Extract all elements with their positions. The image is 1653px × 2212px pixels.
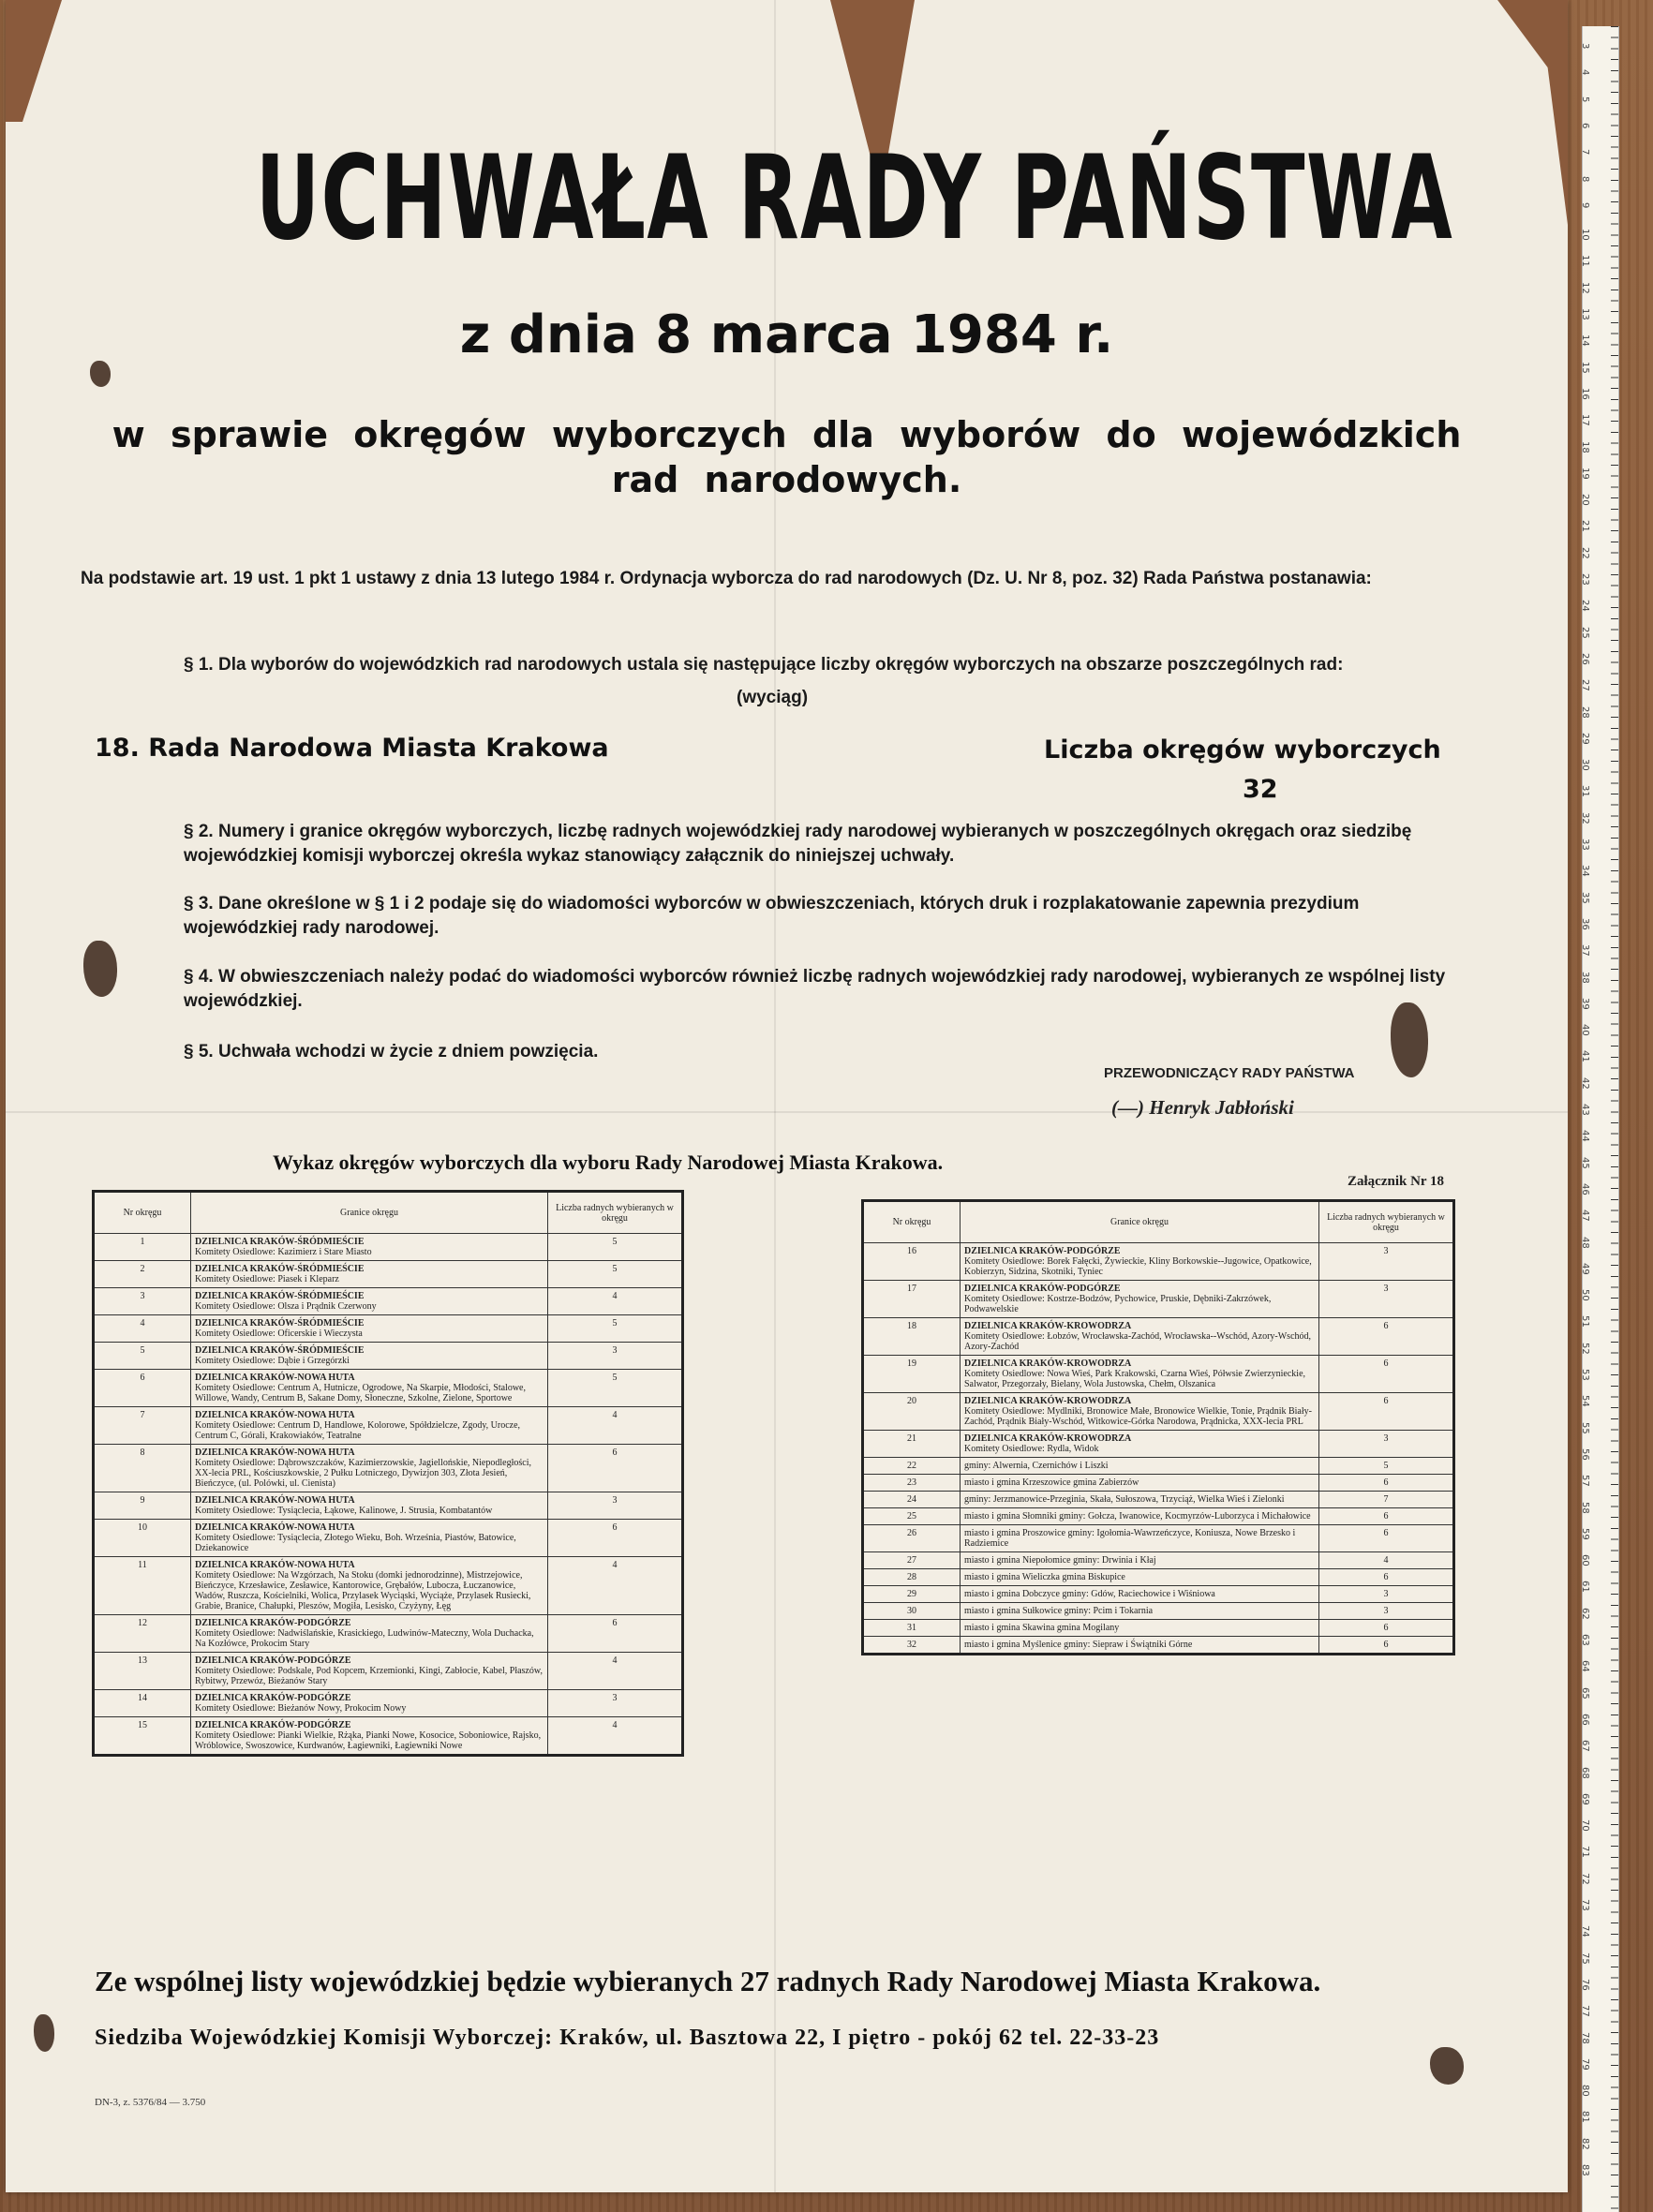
district-name: DZIELNICA KRAKÓW-PODGÓRZE: [195, 1693, 351, 1703]
header-liczba: Liczba radnych wybieranych w okręgu: [548, 1192, 683, 1234]
district-count-label: Liczba okręgów wyborczych: [1044, 735, 1441, 765]
district-number: 3: [94, 1288, 191, 1315]
ruler-number: 40: [1580, 1024, 1590, 1036]
district-description: miasto i gmina Sułkowice gminy: Pcim i Tokarnia: [964, 1606, 1154, 1616]
district-number: 27: [863, 1552, 961, 1569]
ruler-number: 69: [1580, 1792, 1590, 1805]
paragraph-3: § 3. Dane określone w § 1 i 2 podaje się do wiadomości wyborców w obwieszczeniach, których druk i rozplakatowanie zapewnia prezydium wojewódzkiej rady narodowej.: [184, 894, 1360, 938]
ruler-number: 30: [1580, 759, 1590, 771]
councillor-count: 3: [548, 1690, 683, 1717]
headline: UCHWAŁA RADY PAŃSTWA: [255, 131, 1454, 266]
ruler-number: 8: [1580, 175, 1590, 182]
district-row: [94, 1557, 683, 1615]
ruler-number: 21: [1580, 520, 1590, 533]
ruler-number: 34: [1580, 865, 1590, 878]
district-description: gminy: Alwernia, Czernichów i Liszki: [964, 1461, 1109, 1471]
district-description: Komitety Osiedlowe: Dąbie i Grzegórzki: [195, 1356, 350, 1366]
ruler-number: 4: [1580, 69, 1590, 76]
ruler-number: 50: [1580, 1289, 1590, 1301]
councillor-count: 6: [1319, 1356, 1454, 1393]
district-description: Komitety Osiedlowe: Olsza i Prądnik Czerwony: [195, 1301, 377, 1312]
district-boundaries: [191, 1407, 548, 1445]
ruler-number: 41: [1580, 1050, 1590, 1063]
ruler-number: 14: [1580, 334, 1590, 348]
district-row: [863, 1586, 1454, 1603]
ruler-number: 63: [1580, 1634, 1590, 1646]
district-row: [863, 1637, 1454, 1655]
ruler-number: 32: [1580, 811, 1590, 824]
header-liczba: Liczba radnych wybieranych w okręgu: [1319, 1201, 1454, 1243]
ruler-number: 80: [1580, 2085, 1590, 2097]
district-number: 4: [94, 1315, 191, 1343]
councillor-count: 4: [548, 1288, 683, 1315]
district-number: 24: [863, 1492, 961, 1508]
annex-label: Załącznik Nr 18: [1348, 1174, 1445, 1189]
district-boundaries: [961, 1552, 1319, 1569]
torn-corner: [1467, 0, 1568, 225]
district-description: miasto i gmina Niepołomice gminy: Drwinia i Kłaj: [964, 1555, 1156, 1566]
councillor-count: 6: [1319, 1525, 1454, 1552]
ruler-number: 46: [1580, 1182, 1590, 1195]
ruler-number: 47: [1580, 1210, 1590, 1222]
district-description: Komitety Osiedlowe: Piasek i Kleparz: [195, 1274, 339, 1284]
ruler-number: 17: [1580, 414, 1590, 426]
district-boundaries: [961, 1637, 1319, 1655]
district-description: Komitety Osiedlowe: Mydlniki, Bronowice Małe, Bronowice Wielkie, Tonie, Prądnik Biały-Zachód, Prądnik Biały-Wschód, Witkowice-Górka Narodowa, Prądnicka, XXX-lecia PRL: [964, 1406, 1312, 1427]
ruler-number: 13: [1580, 308, 1590, 320]
district-number: 21: [863, 1431, 961, 1458]
district-boundaries: [961, 1393, 1319, 1431]
stain: [83, 941, 117, 997]
district-description: Komitety Osiedlowe: Łobzów, Wrocławska-Zachód, Wrocławska--Wschód, Azory-Wschód, Azory-Zachód: [964, 1331, 1312, 1352]
district-boundaries: [191, 1557, 548, 1615]
ruler-number: 28: [1580, 705, 1590, 719]
date-line: z dnia 8 marca 1984 r.: [459, 304, 1114, 365]
district-description: miasto i gmina Myślenice gminy: Siepraw i Świątniki Górne: [964, 1640, 1193, 1650]
district-number: 19: [863, 1356, 961, 1393]
ruler-number: 6: [1580, 122, 1590, 129]
ruler-number: 43: [1580, 1104, 1590, 1116]
district-description: Komitety Osiedlowe: Centrum D, Handlowe, Kolorowe, Spółdzielcze, Zgody, Urocze, Centrum C, Górali, Krakowiaków, Teatralne: [195, 1420, 521, 1441]
preamble: Na podstawie art. 19 ust. 1 pkt 1 ustawy z dnia 13 lutego 1984 r. Ordynacja wyborcza do rad narodowych (Dz. U. Nr 8, poz. 32) Rada Państwa postanawia:: [81, 569, 1372, 588]
district-boundaries: [191, 1520, 548, 1557]
district-number: 31: [863, 1620, 961, 1637]
district-number: 8: [94, 1445, 191, 1492]
councillor-count: 5: [548, 1315, 683, 1343]
ruler-number: 71: [1580, 1846, 1590, 1859]
district-boundaries: [961, 1458, 1319, 1475]
ruler-number: 81: [1580, 2111, 1590, 2124]
councillor-count: 6: [1319, 1637, 1454, 1655]
councillor-count: 3: [548, 1492, 683, 1520]
district-number: 1: [94, 1234, 191, 1261]
district-name: DZIELNICA KRAKÓW-NOWA HUTA: [195, 1447, 355, 1458]
district-row: [94, 1370, 683, 1407]
councillor-count: 5: [1319, 1458, 1454, 1475]
district-row: [863, 1356, 1454, 1393]
councillor-count: 4: [548, 1407, 683, 1445]
ruler-number: 35: [1580, 891, 1590, 904]
district-boundaries: [191, 1234, 548, 1261]
district-boundaries: [191, 1653, 548, 1690]
district-row: [863, 1475, 1454, 1492]
district-description: Komitety Osiedlowe: Na Wzgórzach, Na Stoku (domki jednorodzinne), Mistrzejowice, Bieńczyce, Krzesławice, Zesławice, Kantorowice, Grębałów, Luboczа, Łuczanowice, Wadów, Ruszcza, Kościelniki, Wolica, Przylasek Wyciąski, Wyciąże, Przylasek Rusiecki, Grabie, Branice, Chałupki, Pleszów, Mogiła, Lesisko, Czyżyny, Łęg: [195, 1570, 531, 1611]
councillor-count: 6: [548, 1520, 683, 1557]
councillor-count: 6: [1319, 1508, 1454, 1525]
district-description: Komitety Osiedlowe: Dąbrowszczaków, Kazimierzowskie, Jagiellońskie, Niepodległości, XX-lecia PRL, Kościuszkowskie, 2 Pułku Lotniczego, Dywizjon 303, Złota Jesień, Bieńczyce, (ul. Polówki, ul. Cienista): [195, 1458, 531, 1489]
district-row: [94, 1445, 683, 1492]
ruler-number: 72: [1580, 1872, 1590, 1885]
district-name: DZIELNICA KRAKÓW-KROWODRZA: [964, 1321, 1132, 1331]
ruler-number: 37: [1580, 944, 1590, 957]
district-number: 11: [94, 1557, 191, 1615]
ruler-number: 48: [1580, 1236, 1590, 1249]
district-row: [863, 1281, 1454, 1318]
ruler-number: 56: [1580, 1447, 1590, 1461]
district-number: 6: [94, 1370, 191, 1407]
councillor-count: 3: [1319, 1243, 1454, 1281]
folding-ruler: [1582, 26, 1619, 2212]
signer-title: PRZEWODNICZĄCY RADY PAŃSTWA: [1104, 1065, 1355, 1081]
district-row: [863, 1552, 1454, 1569]
fold-line: [6, 1111, 1568, 1113]
ruler-number: 67: [1580, 1740, 1590, 1752]
district-boundaries: [191, 1492, 548, 1520]
district-description: Komitety Osiedlowe: Rydla, Widok: [964, 1444, 1099, 1454]
ruler-number: 68: [1580, 1766, 1590, 1779]
ruler-number: 65: [1580, 1686, 1590, 1700]
district-number: 14: [94, 1690, 191, 1717]
common-list-note: Ze wspólnej listy wojewódzkiej będzie wybieranych 27 radnych Rady Narodowej Miasta Krakowa.: [95, 1965, 1321, 1997]
ruler-number: 15: [1580, 361, 1590, 374]
district-description: miasto i gmina Skawina gmina Mogilany: [964, 1623, 1120, 1633]
district-boundaries: [961, 1318, 1319, 1356]
ruler-number: 39: [1580, 997, 1590, 1010]
councillor-count: 5: [548, 1261, 683, 1288]
paragraph-5: § 5. Uchwała wchodzi w życie z dniem powzięcia.: [184, 1042, 599, 1061]
councillor-count: 4: [548, 1557, 683, 1615]
councillor-count: 3: [1319, 1603, 1454, 1620]
district-number: 2: [94, 1261, 191, 1288]
district-row: [863, 1393, 1454, 1431]
ruler-number: 27: [1580, 679, 1590, 691]
district-name: DZIELNICA KRAKÓW-ŚRÓDMIEŚCIE: [195, 1345, 365, 1356]
district-row: [863, 1569, 1454, 1586]
district-number: 12: [94, 1615, 191, 1653]
district-boundaries: [191, 1615, 548, 1653]
ruler-number: 55: [1580, 1421, 1590, 1434]
councillor-count: 5: [548, 1370, 683, 1407]
paragraph-4: § 4. W obwieszczeniach należy podać do wiadomości wyborców również liczbę radnych wojewódzkiej rady narodowej, wybieranych ze wspólnej listy wojewódzkiej.: [184, 967, 1446, 1011]
district-name: DZIELNICA KRAKÓW-NOWA HUTA: [195, 1560, 355, 1570]
district-name: DZIELNICA KRAKÓW-NOWA HUTA: [195, 1373, 355, 1383]
councillor-count: 3: [1319, 1586, 1454, 1603]
ruler-number: 25: [1580, 626, 1590, 639]
district-number: 25: [863, 1508, 961, 1525]
district-description: Komitety Osiedlowe: Tysiąclecia, Łąkowe, Kalinowe, J. Strusia, Kombatantów: [195, 1506, 493, 1516]
district-row: [94, 1343, 683, 1370]
councillor-count: 6: [1319, 1475, 1454, 1492]
district-number: 10: [94, 1520, 191, 1557]
districts-table-right: [861, 1199, 1455, 1655]
ruler-number: 20: [1580, 494, 1590, 506]
district-description: Komitety Osiedlowe: Nowa Wieś, Park Krakowski, Czarna Wieś, Półwsie Zwierzynieckie, Salwator, Przegorzały, Bielany, Wola Justowska, Chełm, Olszanica: [964, 1369, 1306, 1389]
district-number: 20: [863, 1393, 961, 1431]
ruler-number: 59: [1580, 1527, 1590, 1540]
district-row: [94, 1615, 683, 1653]
print-code: DN-3, z. 5376/84 — 3.750: [95, 2097, 206, 2108]
district-number: 32: [863, 1637, 961, 1655]
ruler-number: 45: [1580, 1156, 1590, 1169]
district-description: Komitety Osiedlowe: Tysiąclecia, Złotego Wieku, Boh. Września, Piastów, Batowice, Dziekanowice: [195, 1533, 516, 1553]
district-boundaries: [191, 1261, 548, 1288]
ruler-number: 11: [1580, 255, 1590, 268]
district-row: [863, 1603, 1454, 1620]
ruler-number: 62: [1580, 1607, 1590, 1620]
district-row: [863, 1508, 1454, 1525]
ruler-number: 7: [1580, 149, 1590, 156]
ruler-number: 42: [1580, 1076, 1590, 1090]
district-name: DZIELNICA KRAKÓW-ŚRÓDMIEŚCIE: [195, 1291, 365, 1301]
district-number: 23: [863, 1475, 961, 1492]
commission-seat: Siedziba Wojewódzkiej Komisji Wyborczej: Kraków, ul. Basztowa 22, I piętro - pokój 62 tel. 22-33-23: [95, 2026, 1160, 2050]
district-name: DZIELNICA KRAKÓW-NOWA HUTA: [195, 1522, 355, 1533]
district-boundaries: [191, 1717, 548, 1756]
signer-name: (—) Henryk Jabłoński: [1111, 1096, 1294, 1119]
stain: [34, 2014, 54, 2052]
councillor-count: 6: [1319, 1318, 1454, 1356]
district-number: 7: [94, 1407, 191, 1445]
ruler-number: 70: [1580, 1819, 1590, 1832]
district-row: [94, 1288, 683, 1315]
ruler-number: 79: [1580, 2057, 1590, 2071]
district-row: [94, 1717, 683, 1756]
district-description: miasto i gmina Wieliczka gmina Biskupice: [964, 1572, 1125, 1582]
district-row: [94, 1492, 683, 1520]
district-row: [94, 1653, 683, 1690]
district-name: DZIELNICA KRAKÓW-ŚRÓDMIEŚCIE: [195, 1318, 365, 1329]
ruler-number: 57: [1580, 1475, 1590, 1487]
district-row: [863, 1492, 1454, 1508]
district-description: Komitety Osiedlowe: Podskale, Pod Kopcem, Krzemionki, Kingi, Zabłocie, Kabel, Płaszów, Rybitwy, Przewóz, Bieżanów Stary: [195, 1666, 543, 1686]
district-name: DZIELNICA KRAKÓW-PODGÓRZE: [195, 1618, 351, 1628]
councillor-count: 6: [1319, 1620, 1454, 1637]
district-description: Komitety Osiedlowe: Borek Fałęcki, Żywieckie, Kliny Borkowskie--Jugowice, Opatkowice, Kobierzyn, Sidzina, Skotniki, Tyniec: [964, 1256, 1312, 1277]
councillor-count: 3: [548, 1343, 683, 1370]
stain: [1430, 2047, 1464, 2085]
district-description: Komitety Osiedlowe: Bieżanów Nowy, Prokocim Nowy: [195, 1703, 407, 1714]
header-nr: Nr okręgu: [863, 1201, 961, 1243]
district-number: 26: [863, 1525, 961, 1552]
district-description: miasto i gmina Słomniki gminy: Gołcza, Iwanowice, Kocmyrzów-Luborzyca i Michałowice: [964, 1511, 1311, 1522]
councillor-count: 4: [548, 1653, 683, 1690]
district-boundaries: [961, 1586, 1319, 1603]
district-number: 17: [863, 1281, 961, 1318]
election-poster: [6, 0, 1568, 2192]
district-description: Komitety Osiedlowe: Nadwiślańskie, Krasickiego, Ludwinów-Mateczny, Wola Duchacka, Na Kozłówce, Prokocim Stary: [195, 1628, 534, 1649]
district-name: DZIELNICA KRAKÓW-PODGÓRZE: [195, 1720, 351, 1730]
district-boundaries: [191, 1288, 548, 1315]
ruler-number: 12: [1580, 281, 1590, 294]
ruler-number: 26: [1580, 652, 1590, 665]
ruler-number: 58: [1580, 1501, 1590, 1514]
district-boundaries: [961, 1243, 1319, 1281]
district-description: miasto i gmina Dobczyce gminy: Gdów, Raciechowice i Wiśniowa: [964, 1589, 1215, 1599]
district-description: Komitety Osiedlowe: Oficerskie i Wieczysta: [195, 1329, 363, 1339]
ruler-number: 49: [1580, 1262, 1590, 1275]
district-description: Komitety Osiedlowe: Pianki Wielkie, Rżąka, Pianki Nowe, Kosocice, Soboniowice, Rajsko, Wróblowice, Swoszowice, Kurdwanów, Łagiewniki, Łagiewniki Nowe: [195, 1730, 542, 1751]
district-description: Komitety Osiedlowe: Kostrze-Bodzów, Pychowice, Pruskie, Dębniki-Zakrzówek, Podwawelskie: [964, 1294, 1272, 1314]
district-boundaries: [961, 1475, 1319, 1492]
district-row: [863, 1525, 1454, 1552]
ruler-number: 5: [1580, 96, 1590, 102]
district-boundaries: [191, 1445, 548, 1492]
ruler-number: 22: [1580, 546, 1590, 559]
district-name: DZIELNICA KRAKÓW-KROWODRZA: [964, 1358, 1132, 1369]
ruler-number: 82: [1580, 2137, 1590, 2150]
subject: w sprawie okręgów wyborczych dla wyborów do wojewódzkich rad narodowych.: [112, 414, 1462, 500]
councillor-count: 7: [1319, 1492, 1454, 1508]
councillor-count: 6: [1319, 1569, 1454, 1586]
district-boundaries: [191, 1315, 548, 1343]
councillor-count: 6: [548, 1615, 683, 1653]
councillor-count: 5: [548, 1234, 683, 1261]
councillor-count: 4: [1319, 1552, 1454, 1569]
ruler-number: 9: [1580, 201, 1590, 209]
district-description: Komitety Osiedlowe: Centrum A, Hutnicze, Ogrodowe, Na Skarpie, Młodości, Stalowe, Willowe, Wandy, Centrum B, Sakane Domy, Słoneczne, Szkolne, Zielone, Sportowe: [195, 1383, 526, 1403]
district-number: 13: [94, 1653, 191, 1690]
council-name: 18. Rada Narodowa Miasta Krakowa: [95, 734, 609, 763]
district-boundaries: [961, 1620, 1319, 1637]
district-row: [863, 1431, 1454, 1458]
ruler-number: 78: [1580, 2031, 1590, 2044]
district-name: DZIELNICA KRAKÓW-PODGÓRZE: [195, 1655, 351, 1666]
district-number: 30: [863, 1603, 961, 1620]
district-boundaries: [961, 1569, 1319, 1586]
district-boundaries: [961, 1356, 1319, 1393]
district-boundaries: [961, 1281, 1319, 1318]
ruler-number: 76: [1580, 1978, 1590, 1991]
district-row: [863, 1620, 1454, 1637]
ruler-number: 24: [1580, 600, 1590, 613]
district-name: DZIELNICA KRAKÓW-KROWODRZA: [964, 1396, 1132, 1406]
districts-table-left: [92, 1190, 684, 1757]
torn-corner: [6, 0, 62, 122]
ruler-number: 33: [1580, 839, 1590, 851]
ruler-number: 64: [1580, 1660, 1590, 1673]
ruler-number: 83: [1580, 2164, 1590, 2176]
district-row: [94, 1690, 683, 1717]
district-boundaries: [961, 1431, 1319, 1458]
ruler-number: 54: [1580, 1395, 1590, 1408]
district-count-value: 32: [1243, 775, 1278, 804]
list-title: Wykaz okręgów wyborczych dla wyboru Rady Narodowej Miasta Krakowa.: [273, 1151, 944, 1174]
district-number: 15: [94, 1717, 191, 1756]
district-name: DZIELNICA KRAKÓW-ŚRÓDMIEŚCIE: [195, 1237, 365, 1247]
header-granice: Granice okręgu: [961, 1201, 1319, 1243]
ruler-number: 73: [1580, 1899, 1590, 1911]
paragraph-2: § 2. Numery i granice okręgów wyborczych, liczbę radnych wojewódzkiej rady narodowej wybieranych w poszczególnych okręgach oraz siedzibę wojewódzkiej komisji wyborczej określa wykaz stanowiący załącznik do niniejszej uchwały.: [184, 822, 1412, 866]
district-number: 16: [863, 1243, 961, 1281]
district-name: DZIELNICA KRAKÓW-PODGÓRZE: [964, 1284, 1121, 1294]
ruler-number: 77: [1580, 2005, 1590, 2017]
district-boundaries: [961, 1603, 1319, 1620]
stain: [1391, 1002, 1428, 1077]
district-row: [863, 1458, 1454, 1475]
paragraph-1: § 1. Dla wyborów do wojewódzkich rad narodowych ustala się następujące liczby okręgów wyborczych na obszarze poszczególnych rad:: [184, 655, 1344, 675]
district-description: miasto i gmina Proszowice gminy: Igołomia-Wawrzeńczyce, Koniusza, Nowe Brzesko i Radziemice: [964, 1528, 1296, 1549]
ruler-number: 61: [1580, 1581, 1590, 1594]
councillor-count: 3: [1319, 1281, 1454, 1318]
ruler-number: 38: [1580, 971, 1590, 984]
ruler-number: 51: [1580, 1315, 1590, 1329]
ruler-number: 3: [1580, 43, 1590, 50]
district-description: gminy: Jerzmanowice-Przeginia, Skała, Sułoszowa, Trzyciąż, Wielka Wieś i Zielonki: [964, 1494, 1285, 1505]
ruler-number: 74: [1580, 1925, 1590, 1938]
ruler-number: 16: [1580, 387, 1590, 400]
ruler-number: 18: [1580, 440, 1590, 453]
excerpt-label: (wyciąg): [737, 688, 809, 707]
councillor-count: 6: [548, 1445, 683, 1492]
ruler-number: 53: [1580, 1369, 1590, 1381]
district-description: Komitety Osiedlowe: Kazimierz i Stare Miasto: [195, 1247, 372, 1257]
district-name: DZIELNICA KRAKÓW-PODGÓRZE: [964, 1246, 1121, 1256]
district-name: DZIELNICA KRAKÓW-KROWODRZA: [964, 1433, 1132, 1444]
councillor-count: 3: [1319, 1431, 1454, 1458]
header-granice: Granice okręgu: [191, 1192, 548, 1234]
district-name: DZIELNICA KRAKÓW-ŚRÓDMIEŚCIE: [195, 1264, 365, 1274]
district-number: 18: [863, 1318, 961, 1356]
ruler-number: 66: [1580, 1713, 1590, 1726]
district-row: [863, 1243, 1454, 1281]
district-row: [94, 1315, 683, 1343]
district-row: [94, 1234, 683, 1261]
district-boundaries: [961, 1525, 1319, 1552]
ruler-number: 31: [1580, 785, 1590, 798]
ruler-number: 60: [1580, 1554, 1590, 1566]
district-number: 5: [94, 1343, 191, 1370]
ruler-number: 10: [1580, 229, 1590, 241]
district-row: [94, 1261, 683, 1288]
district-number: 9: [94, 1492, 191, 1520]
ruler-number: 29: [1580, 732, 1590, 745]
district-number: 22: [863, 1458, 961, 1475]
district-row: [863, 1318, 1454, 1356]
ruler-number: 75: [1580, 1952, 1590, 1965]
ruler-number: 44: [1580, 1130, 1590, 1143]
district-number: 28: [863, 1569, 961, 1586]
district-name: DZIELNICA KRAKÓW-NOWA HUTA: [195, 1410, 355, 1420]
councillor-count: 6: [1319, 1393, 1454, 1431]
header-nr: Nr okręgu: [94, 1192, 191, 1234]
district-boundaries: [191, 1690, 548, 1717]
councillor-count: 4: [548, 1717, 683, 1756]
ruler-number: 36: [1580, 917, 1590, 930]
district-row: [94, 1520, 683, 1557]
district-row: [94, 1407, 683, 1445]
district-boundaries: [191, 1370, 548, 1407]
district-number: 29: [863, 1586, 961, 1603]
ruler-number: 23: [1580, 573, 1590, 586]
district-boundaries: [191, 1343, 548, 1370]
district-name: DZIELNICA KRAKÓW-NOWA HUTA: [195, 1495, 355, 1506]
ruler-number: 52: [1580, 1342, 1590, 1355]
district-description: miasto i gmina Krzeszowice gmina Zabierzów: [964, 1477, 1139, 1488]
ruler-number: 19: [1580, 467, 1590, 480]
district-boundaries: [961, 1492, 1319, 1508]
district-boundaries: [961, 1508, 1319, 1525]
